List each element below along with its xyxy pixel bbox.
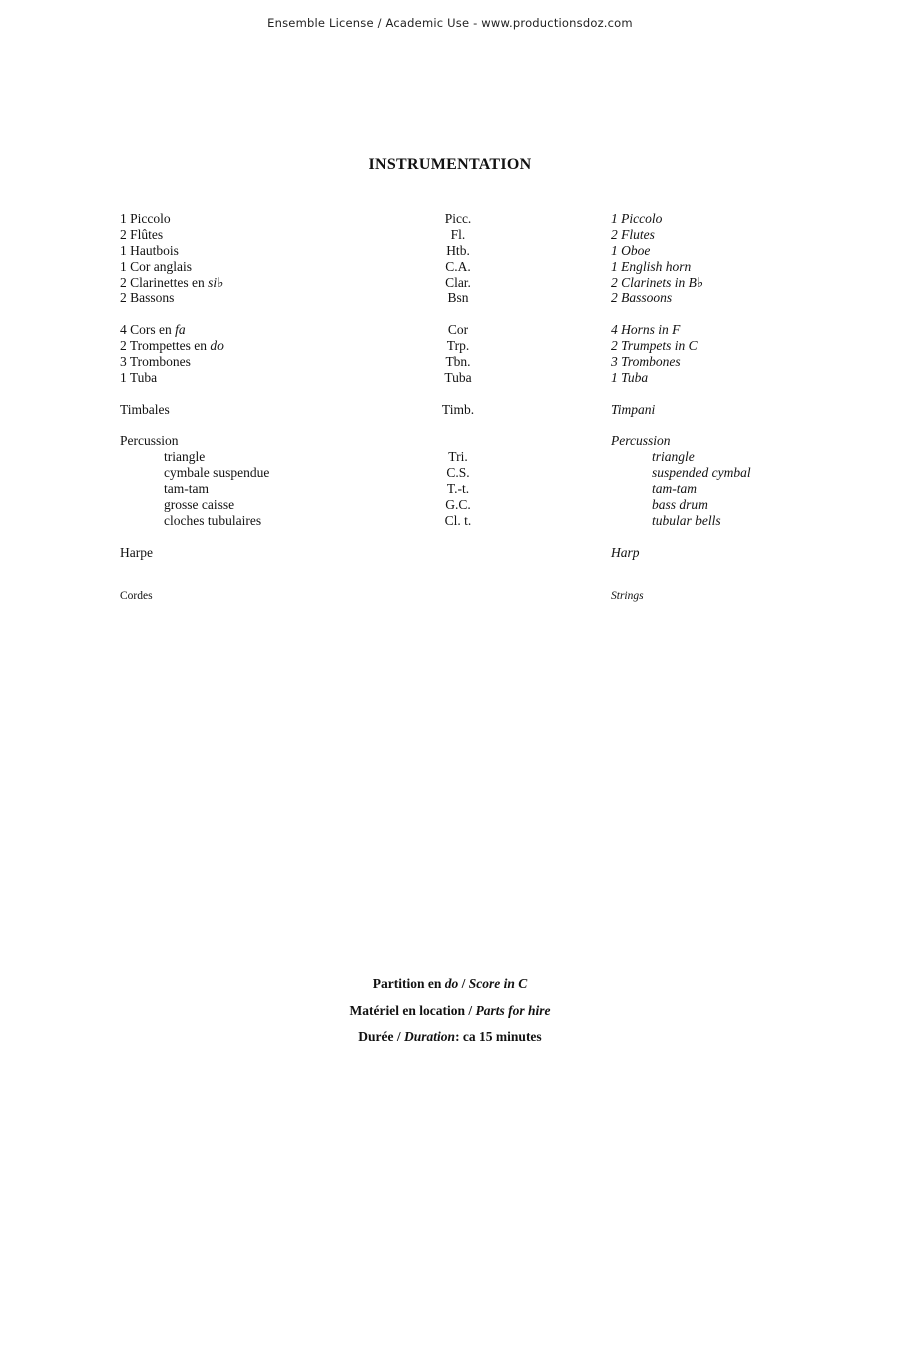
instrument-row <box>0 322 900 338</box>
instrument-name-en: tubular bells <box>652 512 721 528</box>
instrument-name-fr <box>120 481 209 497</box>
instrument-row <box>0 227 900 243</box>
instrument-row <box>0 370 900 386</box>
instrument-name-en: bass drum <box>652 497 708 513</box>
instrument-name-fr-text: tam-tam <box>164 481 209 497</box>
instrument-name-en: tam-tam <box>652 481 697 497</box>
instrument-name-en: 2 Clarinets in B♭ <box>611 274 704 290</box>
instrument-abbreviation: Trp. <box>446 338 470 354</box>
instrument-row <box>0 433 900 449</box>
duration-line: Durée / Duration: ca 15 minutes <box>358 1029 542 1044</box>
instrument-row <box>0 497 900 513</box>
instrument-row <box>0 354 900 370</box>
instrument-name-en: triangle <box>652 449 695 465</box>
instrument-name-fr <box>120 338 224 354</box>
instrument-name-en: 3 Trombones <box>611 354 681 370</box>
instrument-name-en: Percussion <box>611 433 671 449</box>
instrument-abbreviation: Tuba <box>444 369 472 385</box>
instrument-name-en: suspended cymbal <box>652 465 751 481</box>
instrument-row <box>0 338 900 354</box>
instrument-name-fr <box>120 243 179 259</box>
instrument-name-fr-text: Percussion <box>120 433 179 449</box>
instrument-abbreviation: T.-t. <box>446 481 470 497</box>
instrument-abbreviation: Cor <box>447 322 469 338</box>
instrument-name-fr <box>120 513 261 529</box>
instrument-name-en: 4 Horns in F <box>611 322 681 338</box>
score-info <box>0 976 900 1056</box>
instrument-key-fr: do <box>210 338 224 354</box>
instrument-key-fr: si♭ <box>208 274 224 290</box>
license-notice: Ensemble License / Academic Use - www.productionsdoz.com <box>267 16 633 30</box>
instrument-name-en: Timpani <box>611 401 656 417</box>
instrument-key-fr: fa <box>175 322 186 338</box>
instrument-row <box>0 243 900 259</box>
instrument-name-en: 2 Bassoons <box>611 290 673 306</box>
instrument-row <box>0 449 900 465</box>
instrument-name-fr-text: 1 Cor anglais <box>120 258 192 274</box>
instrument-name-fr <box>120 211 171 227</box>
instrument-name-en: 1 English horn <box>611 258 692 274</box>
instrument-name-fr <box>120 259 192 275</box>
instrument-name-en: 1 Tuba <box>611 369 649 385</box>
instrument-name-fr-text: triangle <box>164 449 206 465</box>
instrument-name-fr <box>120 227 163 243</box>
instrument-name-en: 2 Flutes <box>611 226 655 242</box>
instrument-name-fr-text: 1 Tuba <box>120 369 158 385</box>
instrument-abbreviation: Bsn <box>447 290 469 306</box>
page-title: INSTRUMENTATION <box>368 156 532 173</box>
instrument-name-fr-text: cymbale suspendue <box>164 465 270 481</box>
parts-line: Matériel en location / Parts for hire <box>349 1002 551 1018</box>
instrument-row <box>0 465 900 481</box>
instrument-name-fr-text: cloches tubulaires <box>164 512 262 528</box>
instrument-abbreviation: Htb. <box>446 242 470 258</box>
instrument-abbreviation: Cl. t. <box>444 512 472 528</box>
instrument-abbreviation: Tri. <box>448 449 468 465</box>
instrument-name-fr <box>120 290 174 306</box>
strings-row <box>0 589 900 605</box>
instrument-row <box>0 481 900 497</box>
instrument-name-fr-text: Harpe <box>120 544 153 560</box>
instrument-row <box>0 545 900 561</box>
instrument-row <box>0 290 900 306</box>
instrument-name-fr <box>120 449 205 465</box>
instrument-name-en: Harp <box>611 544 640 560</box>
instrument-name-en: 2 Trumpets in C <box>611 338 698 354</box>
instrument-row <box>0 259 900 275</box>
instrument-abbreviation: Tbn. <box>445 354 471 370</box>
instrument-row <box>0 275 900 291</box>
instrument-name-fr <box>120 497 234 513</box>
instrument-name-fr-text: 1 Piccolo <box>120 211 171 226</box>
instrument-abbreviation: Picc. <box>444 211 472 226</box>
instrument-name-fr <box>120 275 223 291</box>
instrument-name-fr-text: 1 Hautbois <box>120 242 179 258</box>
instrument-name-fr <box>120 354 191 370</box>
instrument-name-fr <box>120 545 153 561</box>
instrument-name-fr-text: grosse caisse <box>164 497 235 513</box>
instrument-abbreviation: Fl. <box>450 226 466 242</box>
score-key-line: Partition en do / Score in C <box>372 976 528 991</box>
strings-name-en: Strings <box>611 589 644 602</box>
instrument-name-fr <box>120 370 157 386</box>
instrument-row <box>0 211 900 227</box>
instrument-abbreviation: C.A. <box>445 258 471 274</box>
instrument-name-fr <box>120 465 269 481</box>
instrument-name-fr-text: Timbales <box>120 401 170 417</box>
instrument-name-fr <box>120 402 170 418</box>
instrument-name-fr <box>120 322 186 338</box>
instrument-name-fr <box>120 433 179 449</box>
instrument-abbreviation: Timb. <box>441 401 475 417</box>
instrument-abbreviation: C.S. <box>446 465 470 481</box>
instrument-name-fr-text: 4 Cors en <box>120 322 176 338</box>
instrument-abbreviation: G.C. <box>445 497 471 513</box>
instrument-row <box>0 402 900 418</box>
instrument-name-en: 1 Oboe <box>611 242 651 258</box>
strings-name-fr: Cordes <box>120 589 153 602</box>
instrument-name-en: 1 Piccolo <box>611 211 663 226</box>
instrument-abbreviation: Clar. <box>445 274 471 290</box>
instrument-name-fr-text: 2 Trompettes en <box>120 338 211 354</box>
instrument-row <box>0 513 900 529</box>
instrument-name-fr-text: 2 Bassons <box>120 290 175 306</box>
instrument-name-fr-text: 2 Flûtes <box>120 226 164 242</box>
instrumentation-table <box>0 211 900 604</box>
instrument-name-fr-text: 3 Trombones <box>120 354 191 370</box>
instrument-name-fr-text: 2 Clarinettes en <box>120 274 209 290</box>
